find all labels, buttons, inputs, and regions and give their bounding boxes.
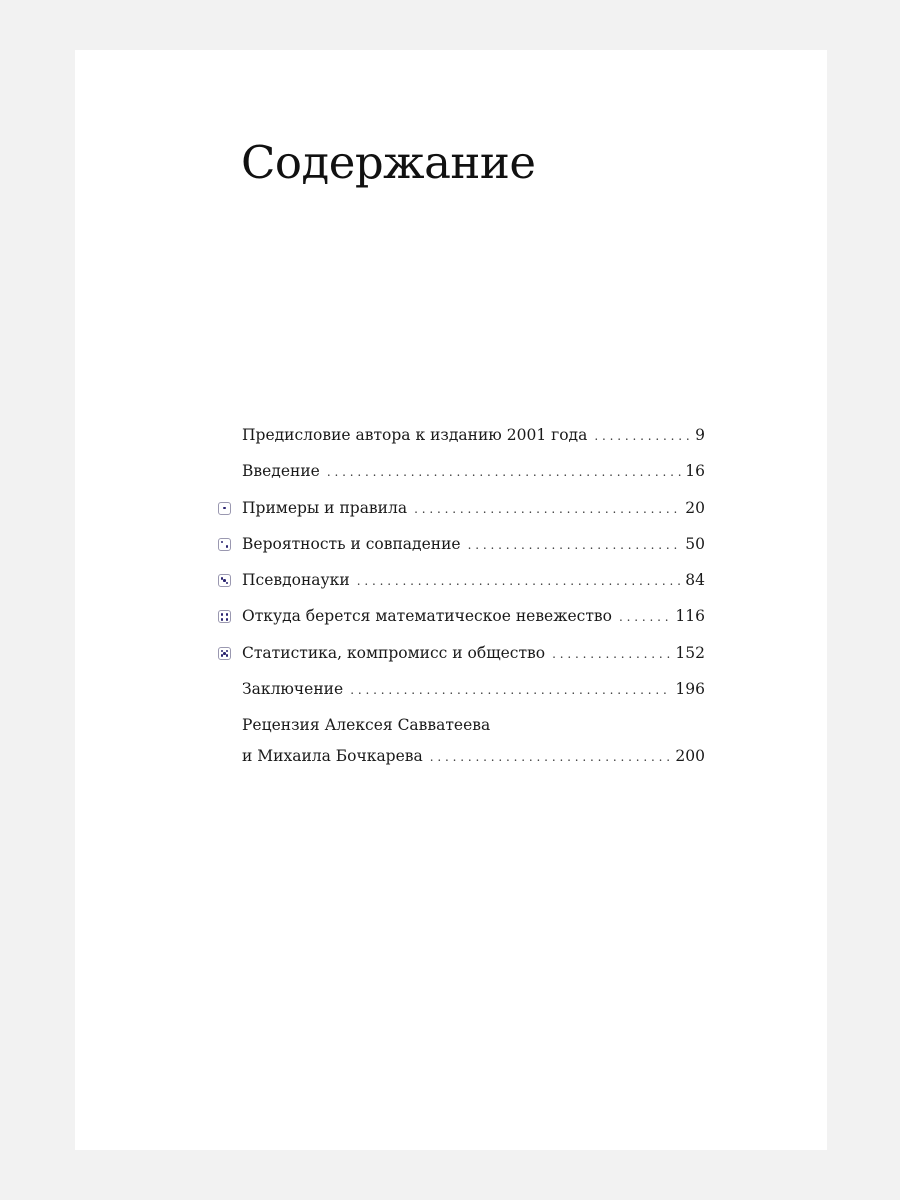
- toc-item-preface: [242, 425, 705, 461]
- toc-item-page: 16: [685, 462, 705, 481]
- toc-item-review: [242, 715, 705, 768]
- toc-item-page: 152: [675, 643, 705, 662]
- page-title: Содержание: [241, 136, 536, 189]
- dot-leader: [357, 570, 682, 592]
- toc-item-title: Вероятность и совпадение: [242, 534, 461, 553]
- dot-leader: [594, 425, 691, 447]
- toc-item-page: 200: [675, 747, 705, 766]
- toc-item-title-line-1: Рецензия Алексея Савватеева: [242, 716, 491, 735]
- toc-item-chapter-5: [242, 643, 705, 679]
- dot-leader: [468, 534, 682, 556]
- dot-leader: [414, 498, 681, 520]
- toc-item-introduction: [242, 461, 705, 497]
- dot-leader: [552, 643, 671, 665]
- book-page: [75, 50, 827, 1150]
- dot-leader: [350, 679, 671, 701]
- dot-leader: [327, 461, 681, 483]
- dice-one-icon: [218, 502, 231, 515]
- toc-item-page: 50: [685, 534, 705, 553]
- toc-item-chapter-1: [242, 498, 705, 534]
- toc-item-title: Предисловие автора к изданию 2001 года: [242, 426, 588, 444]
- toc-item-title: Статистика, компромисс и общество: [242, 643, 546, 662]
- toc-item-title: Заключение: [242, 680, 344, 699]
- toc-item-title: Псевдонауки: [242, 571, 350, 590]
- toc-item-chapter-3: [242, 570, 705, 606]
- dice-two-icon: [218, 538, 231, 551]
- dice-three-icon: [218, 574, 231, 587]
- toc-item-page: 84: [685, 571, 705, 590]
- toc-item-title-line-2: и Михаила Бочкарева: [242, 747, 423, 766]
- toc-item-chapter-4: [242, 606, 705, 642]
- toc-item-page: 116: [675, 607, 705, 626]
- toc-item-title: Примеры и правила: [242, 498, 408, 517]
- dot-leader: [619, 606, 671, 628]
- toc-item-page: 196: [675, 680, 705, 699]
- toc-item-page: 9: [695, 426, 705, 444]
- toc-item-title: Введение: [242, 462, 320, 481]
- toc-item-conclusion: [242, 679, 705, 715]
- dot-leader: [430, 746, 672, 768]
- dice-five-icon: [218, 647, 231, 660]
- table-of-contents: [242, 425, 705, 768]
- toc-item-title: Откуда берется математическое невежество: [242, 607, 612, 626]
- dice-four-icon: [218, 610, 231, 623]
- toc-item-chapter-2: [242, 534, 705, 570]
- toc-item-page: 20: [685, 498, 705, 517]
